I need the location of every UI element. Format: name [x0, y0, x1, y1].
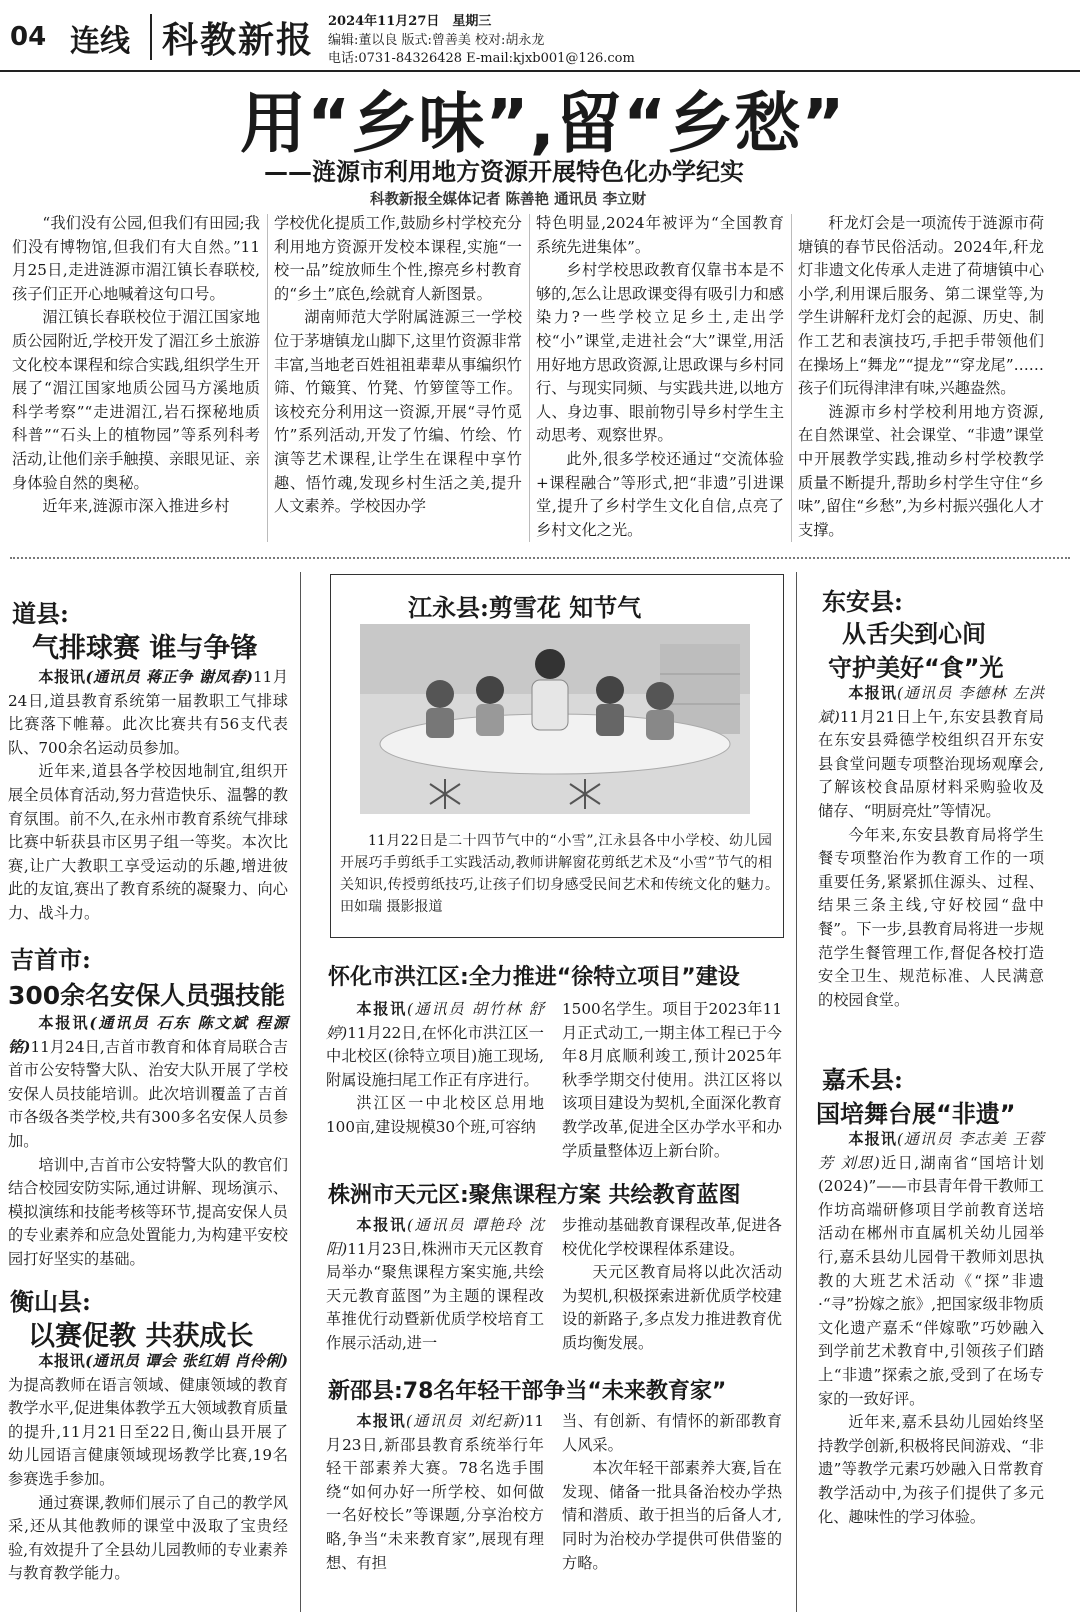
main-headline: 用“乡味”,留“乡愁” [240, 85, 846, 162]
dongan-title-2: 守护美好“食”光 [828, 654, 1004, 682]
hengshan-title: 以赛促教 共获成长 [28, 1321, 254, 1352]
jishou-lead: 本报讯 [38, 1014, 90, 1032]
main-col-3: 特色明显,2024年被评为“全国教育系统先进集体”。 乡村学校思政教育仅靠书本是不够的,怎么让思政课变得有吸引力和感染力?一些学校立足乡土,走出学校“小”课堂,走进社会“大”课堂,用活用好地方思政资源,让思政课与乡村同行、与现实同频、与实践共进,以地方人、身边事、眼前物引导乡村学生主动思考、观察世界。 此外,很多学校还通过“交流体验+课程融合”等形式,把“非遗”引进课堂,提升了乡村学生文化自信,点亮了乡村文化之光。 [536, 214, 784, 539]
zhuzhou-lead: 本报讯 [356, 1216, 407, 1234]
paper-name: 科教新报 [162, 19, 315, 61]
section-divider [10, 557, 1070, 559]
jiahe-lead: 本报讯 [848, 1130, 897, 1148]
main-col-4: 秆龙灯会是一项流传于涟源市荷塘镇的春节民俗活动。2024年,秆龙灯非遗文化传承人走进了荷塘镇中心小学,利用课后服务、第二课堂等,为学生讲解秆龙灯会的起源、历史、制作工艺和表演技巧,手把手带领他们在操场上“舞龙”“提龙”“穿龙尾”……孩子们玩得津津有味,兴趣盎然。 涟源市乡村学校利用地方资源,在自然课堂、社会课堂、“非遗”课堂中开展教学实践,推动乡村学校教学质量不断提升,帮助乡村学生守住“乡味”,留住“乡愁”,为乡村振兴强化人才支撑。 [798, 214, 1044, 539]
jiahe-place: 嘉禾县: [822, 1065, 903, 1094]
dongan-title-1: 从舌尖到心间 [842, 620, 986, 648]
zhuzhou-reporter: (通讯员 谭艳玲 沈阳) [326, 1216, 544, 1258]
huaihua-col-b: 1500名学生。项目于2023年11月正式动工,一期主体工程已于今年8月底顺利竣工,预计2025年秋季学期交付使用。洪江区将以该项目建设为契机,全面深化教育教学改革,促进全区办学水平和办学质量整体迈上新台阶。 [562, 1000, 782, 1160]
jiangyong-title: 江永县:剪雪花 知节气 [408, 593, 642, 622]
contact-line: 电话:0731-84326428 E-mail:kjxb001@126.com [328, 51, 635, 66]
right-col-divider [796, 572, 797, 1612]
dongan-lead: 本报讯 [848, 684, 897, 702]
daoxian-body: 本报讯(通讯员 蒋正争 谢凤春)11月24日,道县教育系统第一届教职工气排球比赛落下帷幕。此次比赛共有56支代表队、700余名运动员参加。 近年来,道县各学校因地制宜,组织开展全员体育活动,努力营造快乐、温馨的教育氛围。前不久,在永州市教育系统气排球比赛中斩获县市区男子组一等奖。本次比赛,让广大教职工享受运动的乐趣,增进彼此的友谊,赛出了教育系统的凝聚力、向心力、战斗力。 [8, 668, 289, 922]
page-number: 04 [10, 22, 47, 52]
main-col-1: “我们没有公园,但我们有田园;我们没有博物馆,但我们有大自然。”11月25日,走进涟源市湄江镇长春联校,孩子们正开心地喊着这句口号。 湄江镇长春联校位于湄江国家地质公园附近,学校开发了湄江乡土旅游文化校本课程和综合实践,组织学生开展了“湄江国家地质公园马方溪地质科学考察”“走进湄江,岩石探秘地质科普”“石头上的植物园”等系列科考活动,让他们亲手触摸、亲眼见证、亲身体验自然的奥秘。 近年来,涟源市深入推进乡村 [12, 214, 260, 516]
hengshan-reporter: (通讯员 谭会 张红娟 肖伶俐) [85, 1352, 288, 1370]
daoxian-place: 道县: [12, 599, 69, 628]
main-col-divider-2 [529, 214, 530, 542]
huaihua-reporter: (通讯员 胡竹林 舒婷) [326, 1000, 544, 1042]
zhuzhou-title: 株洲市天元区:聚焦课程方案 共绘教育蓝图 [328, 1183, 741, 1208]
classroom-photo-illustration [360, 624, 750, 814]
hengshan-body: 本报讯(通讯员 谭会 张红娟 肖伶俐)为提高教师在语言领域、健康领域的教育教学水平,促进集体教学五大领域教育质量的提升,11月21日至22日,衡山县开展了幼儿园语言健康领域现场教学比赛,19名参赛选手参加。 通过赛课,教师们展示了自己的教学风采,还从其他教师的课堂中汲取了宝贵经验,有效提升了全县幼儿园教师的专业素养与教育教学能力。 [8, 1352, 288, 1583]
jishou-title: 300余名安保人员强技能 [8, 981, 286, 1010]
huaihua-title: 怀化市洪江区:全力推进“徐特立项目”建设 [328, 965, 740, 990]
jiangyong-caption: 11月22日是二十四节气中的“小雪”,江永县各中小学校、幼儿园开展巧手剪纸手工实践活动,教师讲解窗花剪纸艺术及“小雪”节气的相关知识,传授剪纸技巧,让孩子们切身感受民间艺术和传统文化的魅力。 田如瑞 摄影报道 [340, 833, 772, 915]
jiangyong-photo [360, 624, 750, 814]
dongan-place: 东安县: [822, 587, 903, 616]
xinshao-lead: 本报讯 [356, 1412, 407, 1430]
dongan-body: 本报讯(通讯员 李德林 左洪斌)11月21日上午,东安县教育局在东安县舜德学校组织召开东安县食堂问题专项整治现场观摩会,了解该校食品原材料采购验收及储存、“明厨亮灶”等情况。 今年来,东安县教育局将学生餐专项整治作为教育工作的一项重要任务,紧紧抓住源头、过程、结果三条主线,守好校园“盘中餐”。下一步,县教育局将进一步规范学生餐管理工作,督促各校打造安全卫生、规范标准、人民满意的校园食堂。 [818, 684, 1044, 1009]
jishou-reporter: (通讯员 石东 陈文斌 程源铭) [8, 1014, 288, 1056]
daoxian-title: 气排球赛 谁与争锋 [32, 633, 258, 664]
jiahe-reporter: (通讯员 李志美 王蓉芳 刘思) [818, 1130, 1044, 1172]
main-col-2: 学校优化提质工作,鼓励乡村学校充分利用地方资源开发校本课程,实施“一校一品”绽放师生个性,擦亮乡村教育的“乡土”底色,绘就育人新图景。 湖南师范大学附属涟源三一学校位于茅塘镇龙山脚下,这里竹资源非常丰富,当地老百姓祖祖辈辈从事编织竹筛、竹簸箕、竹凳、竹箩筐等工作。该校充分利用这一资源,开展“寻竹觅竹”系列活动,开发了竹编、竹绘、竹演等艺术课程,让学生在课程中享竹趣、悟竹魂,发现乡村生活之美,提升人文素养。学校因办学 [274, 214, 522, 516]
jishou-place: 吉首市: [10, 945, 91, 974]
xinshao-title: 新邵县:78名年轻干部争当“未来教育家” [328, 1379, 727, 1404]
masthead-divider [150, 14, 152, 60]
hengshan-lead: 本报讯 [38, 1352, 86, 1370]
jiangyong-credit: 田如瑞 摄影报道 [340, 899, 443, 915]
xinshao-reporter: (通讯员 刘纪新) [406, 1412, 525, 1430]
zhuzhou-col-a: 本报讯(通讯员 谭艳玲 沈阳)11月23日,株洲市天元区教育局举办“聚焦课程方案实施,共绘天元教育蓝图”为主题的课程改革推优行动暨新优质学校培育工作展示活动,进一 [326, 1216, 544, 1352]
huaihua-lead: 本报讯 [356, 1000, 407, 1018]
daoxian-reporter: (通讯员 蒋正争 谢凤春) [85, 668, 253, 686]
daoxian-lead: 本报讯 [38, 668, 86, 686]
main-col-divider-1 [267, 214, 268, 542]
hengshan-place: 衡山县: [10, 1287, 91, 1316]
jiahe-title: 国培舞台展“非遗” [816, 1100, 1016, 1128]
xinshao-col-b: 当、有创新、有情怀的新邵教育人风采。 本次年轻干部素养大赛,旨在发现、储备一批具备治校办学热情和潜质、敢于担当的后备人才,同时为治校办学提供可供借鉴的方略。 [562, 1412, 782, 1572]
section-tag: 连线 [70, 24, 130, 59]
left-col-divider [300, 572, 301, 1612]
xinshao-col-a: 本报讯(通讯员 刘纪新)11月23日,新邵县教育系统举行年轻干部素养大赛。78名选手围绕“如何办好一所学校、如何做一名好校长”等课题,分享治校方略,争当“未来教育家”,展现有理想、有担 [326, 1412, 545, 1572]
editor-line: 编辑:董以良 版式:曾善美 校对:胡永龙 [328, 33, 545, 48]
issue-date: 2024年11月27日 星期三 [328, 14, 492, 29]
main-subheadline: ——涟源市利用地方资源开展特色化办学纪实 [264, 158, 744, 186]
jishou-body: 本报讯(通讯员 石东 陈文斌 程源铭)11月24日,吉首市教育和体育局联合吉首市公安特警大队、治安大队开展了学校安保人员技能培训。此次培训覆盖了吉首市各级各类学校,共有300多名安保人员参加。 培训中,吉首市公安特警大队的教官们结合校园安防实际,通过讲解、现场演示、模拟演练和技能考核等环节,提高安保人员的专业素养和应急处置能力,为构建平安校园打好坚实的基础。 [8, 1014, 288, 1268]
zhuzhou-col-b: 步推动基础教育课程改革,促进各校优化学校课程体系建设。 天元区教育局将以此次活动为契机,积极探索进新优质学校建设的新路子,多点发力推进教育优质均衡发展。 [562, 1216, 782, 1352]
huaihua-col-a: 本报讯(通讯员 胡竹林 舒婷)11月22日,在怀化市洪江区一中北校区(徐特立项目)施工现场,附属设施扫尾工作正有序进行。 洪江区一中北校区总用地100亩,建设规模30个班,可容纳 [326, 1000, 544, 1136]
dongan-reporter: (通讯员 李德林 左洪斌) [818, 684, 1044, 726]
main-byline: 科教新报全媒体记者 陈善艳 通讯员 李立财 [370, 191, 647, 208]
masthead [0, 0, 1080, 72]
main-col-divider-3 [791, 214, 792, 542]
jiahe-body: 本报讯(通讯员 李志美 王蓉芳 刘思)近日,湖南省“国培计划(2024)”——市县青年骨干教师工作坊高端研修项目学前教育送培活动在郴州市直属机关幼儿园举行,嘉禾县幼儿园骨干教师刘思执教的大班艺术活动《“探”非遗·“寻”扮嫁之旅》,把国家级非物质文化遗产嘉禾“伴嫁歌”巧妙融入到学前艺术教育中,引领孩子们踏上“非遗”探索之旅,受到了在场专家的一致好评。 近年来,嘉禾县幼儿园始终坚持教学创新,积极将民间游戏、“非遗”等教学元素巧妙融入日常教育教学活动中,为孩子们提供了多元化、趣味性的学习体验。 [818, 1130, 1044, 1526]
